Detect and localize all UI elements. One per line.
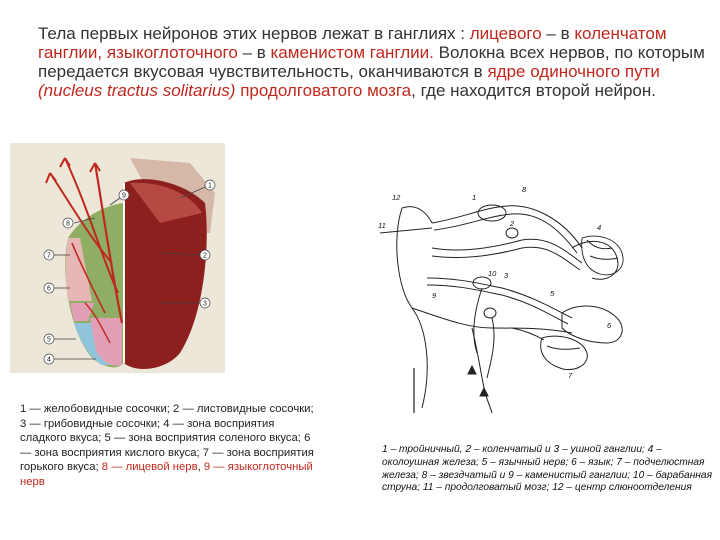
label-8: 8 [66, 220, 70, 228]
intro-paragraph [38, 24, 708, 100]
diagram-label-2: 2 [510, 219, 515, 228]
highlight-geniculate: коленчатом ганглии, языкоглоточного [38, 24, 667, 62]
caption-text: 1 — желобовидные сосочки; 2 — листовидные сосочки; 3 — грибовидные сосочки; 4 — зона восприятия сладкого вкуса; 5 — зона восприятия соленого вкуса; 6 — зона восприятия кислого вкуса; 7 — зона восприятия горького вкуса; [20, 403, 314, 474]
para-text: – в [541, 24, 575, 43]
diagram-label-12: 12 [392, 193, 401, 202]
diagram-label-7: 7 [568, 371, 573, 380]
tongue-illustration [10, 143, 225, 373]
para-text: – в [237, 43, 271, 62]
label-6: 6 [47, 285, 51, 293]
label-3: 3 [203, 300, 207, 308]
highlight-medulla: продолговатого мозга [235, 81, 412, 100]
diagram-label-1: 1 [472, 193, 477, 202]
nerve-diagram [372, 178, 647, 418]
label-2: 2 [203, 252, 207, 260]
tongue-figure [10, 143, 225, 373]
label-5: 5 [47, 336, 51, 344]
diagram-label-5: 5 [550, 289, 555, 298]
para-text: Волокна всех нервов, по которым передается вкусовая чувствительность, оканчиваются в [38, 43, 705, 81]
diagram-label-11: 11 [378, 221, 386, 230]
diagram-label-6: 6 [607, 321, 612, 330]
highlight-petrosal: каменистом ганглии. [270, 43, 434, 62]
caption-text: , [197, 461, 204, 474]
label-7: 7 [47, 252, 51, 260]
diagram-label-8: 8 [522, 185, 527, 194]
diagram-label-9: 9 [432, 291, 437, 300]
highlight-latin: (nucleus tractus solitarius) [38, 81, 236, 100]
diagram-label-10: 10 [488, 269, 497, 278]
diagram-label-3: 3 [504, 271, 509, 280]
label-4: 4 [47, 356, 51, 364]
highlight-nucleus: ядре одиночного пути [487, 62, 660, 81]
para-text: , где находится второй нейрон. [411, 81, 656, 100]
highlight-facial: лицевого [469, 24, 542, 43]
para-text: Тела первых нейронов этих нервов лежат в ганглиях : [38, 24, 470, 43]
caption-glossopharyngeal-nerve: 9 — языкоглоточный нерв [20, 461, 313, 488]
diagram-label-4: 4 [597, 223, 602, 232]
tongue-caption [20, 402, 320, 490]
label-9: 9 [122, 192, 126, 200]
nerve-illustration [372, 178, 647, 418]
caption-facial-nerve: 8 — лицевой нерв [101, 461, 198, 474]
diagram-caption: 1 – тройничный, 2 – коленчатый и 3 – ушной ганглии; 4 – околоушная железа; 5 – язычный нерв; 6 – язык; 7 – подчелюстная железа; 8 – звездчатый и 9 – каменистый ганглии; 10 – барабанная струна; 11 – продолговатый мозг; 12 – центр слюноотделения [382, 444, 713, 494]
label-1: 1 [208, 182, 212, 190]
